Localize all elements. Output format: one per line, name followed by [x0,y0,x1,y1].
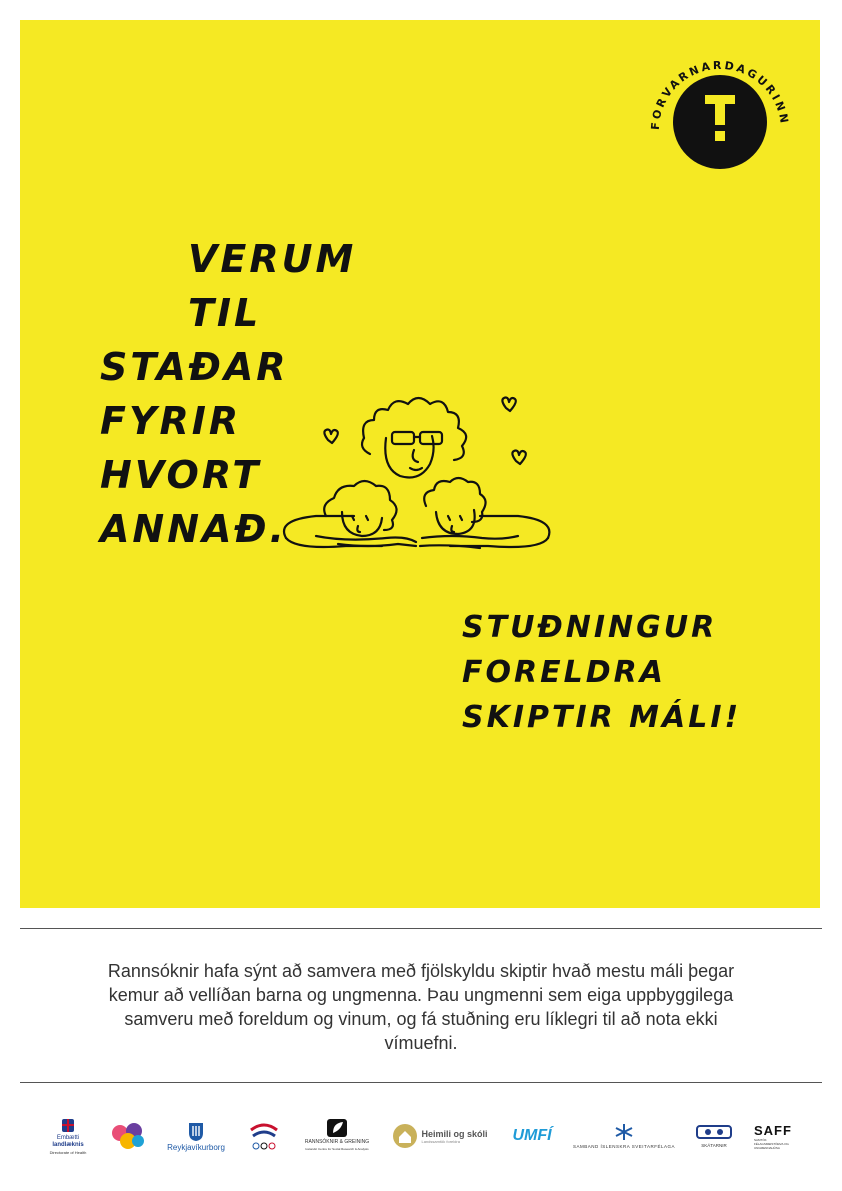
tagline-line-3: SKIPTIR MÁLI! [462,700,742,735]
heart-icon [512,451,525,465]
samband-sveitarfelaga-logo: SAMBAND ÍSLENSKRA SVEITARFÉLAGA [574,1123,674,1150]
partner-logos [48,1112,798,1160]
samfes-logo [108,1121,148,1151]
rannsoknir-greining-logo: RANNSÓKNIR & GREINING Icelandic Centre for Social Research & Analysis [304,1119,370,1153]
umfi-logo: UMFÍ [512,1127,552,1144]
heart-icon [502,398,515,412]
tagline-line-2: FORELDRA [462,655,666,690]
headline-line-3: HVORT ANNAÐ. [100,453,287,551]
scout-emblem-icon [696,1124,732,1140]
headline-line-1: VERUM TIL [188,237,357,335]
reykjavik-logo: Reykjavíkurborg [168,1122,224,1151]
tagline [462,605,782,740]
forvarnardagurinn-logo [645,47,795,197]
divider-bottom [20,1082,822,1083]
olympic-rings-icon [247,1120,281,1152]
coat-of-arms-icon [59,1117,77,1133]
heimili-og-skoli-logo: Heimili og skóli Landssamtök foreldra [390,1123,490,1149]
samfes-emblem-icon [110,1121,146,1151]
saff-logo: SAFF SAMTÖK FÉLAGSMIÐSTÖÐVA OG UNGMENNAHÚSA [754,1122,792,1150]
family-hug-illustration [276,388,556,573]
headline-line-2: STAÐAR FYRIR [100,345,289,443]
reykjavik-shield-icon [188,1122,204,1142]
tagline-line-1: STUÐNINGUR [462,610,718,645]
divider-top [20,928,822,929]
badge-ring-text: FORVARNARDAGURINN [648,58,792,131]
house-icon [392,1123,418,1149]
skatarnir-logo: SKÁTARNIR [694,1124,734,1149]
landlaeknir-logo: Embætti landlæknis Directorate of Health [48,1117,88,1156]
isi-olympic-logo [244,1120,284,1152]
snowflake-icon [614,1123,634,1141]
body-paragraph: Rannsóknir hafa sýnt að samvera með fjölskyldu skiptir hvað mestu máli þegar kemur að vellíðan barna og ungmenna. Þau ungmenni sem eiga uppbyggilega samveru með foreldum og vinum, og fá stuðning eru líklegri til að nota ekki vímuefni. [107,961,735,1053]
leaf-icon [327,1119,347,1137]
heart-icon [324,430,337,444]
